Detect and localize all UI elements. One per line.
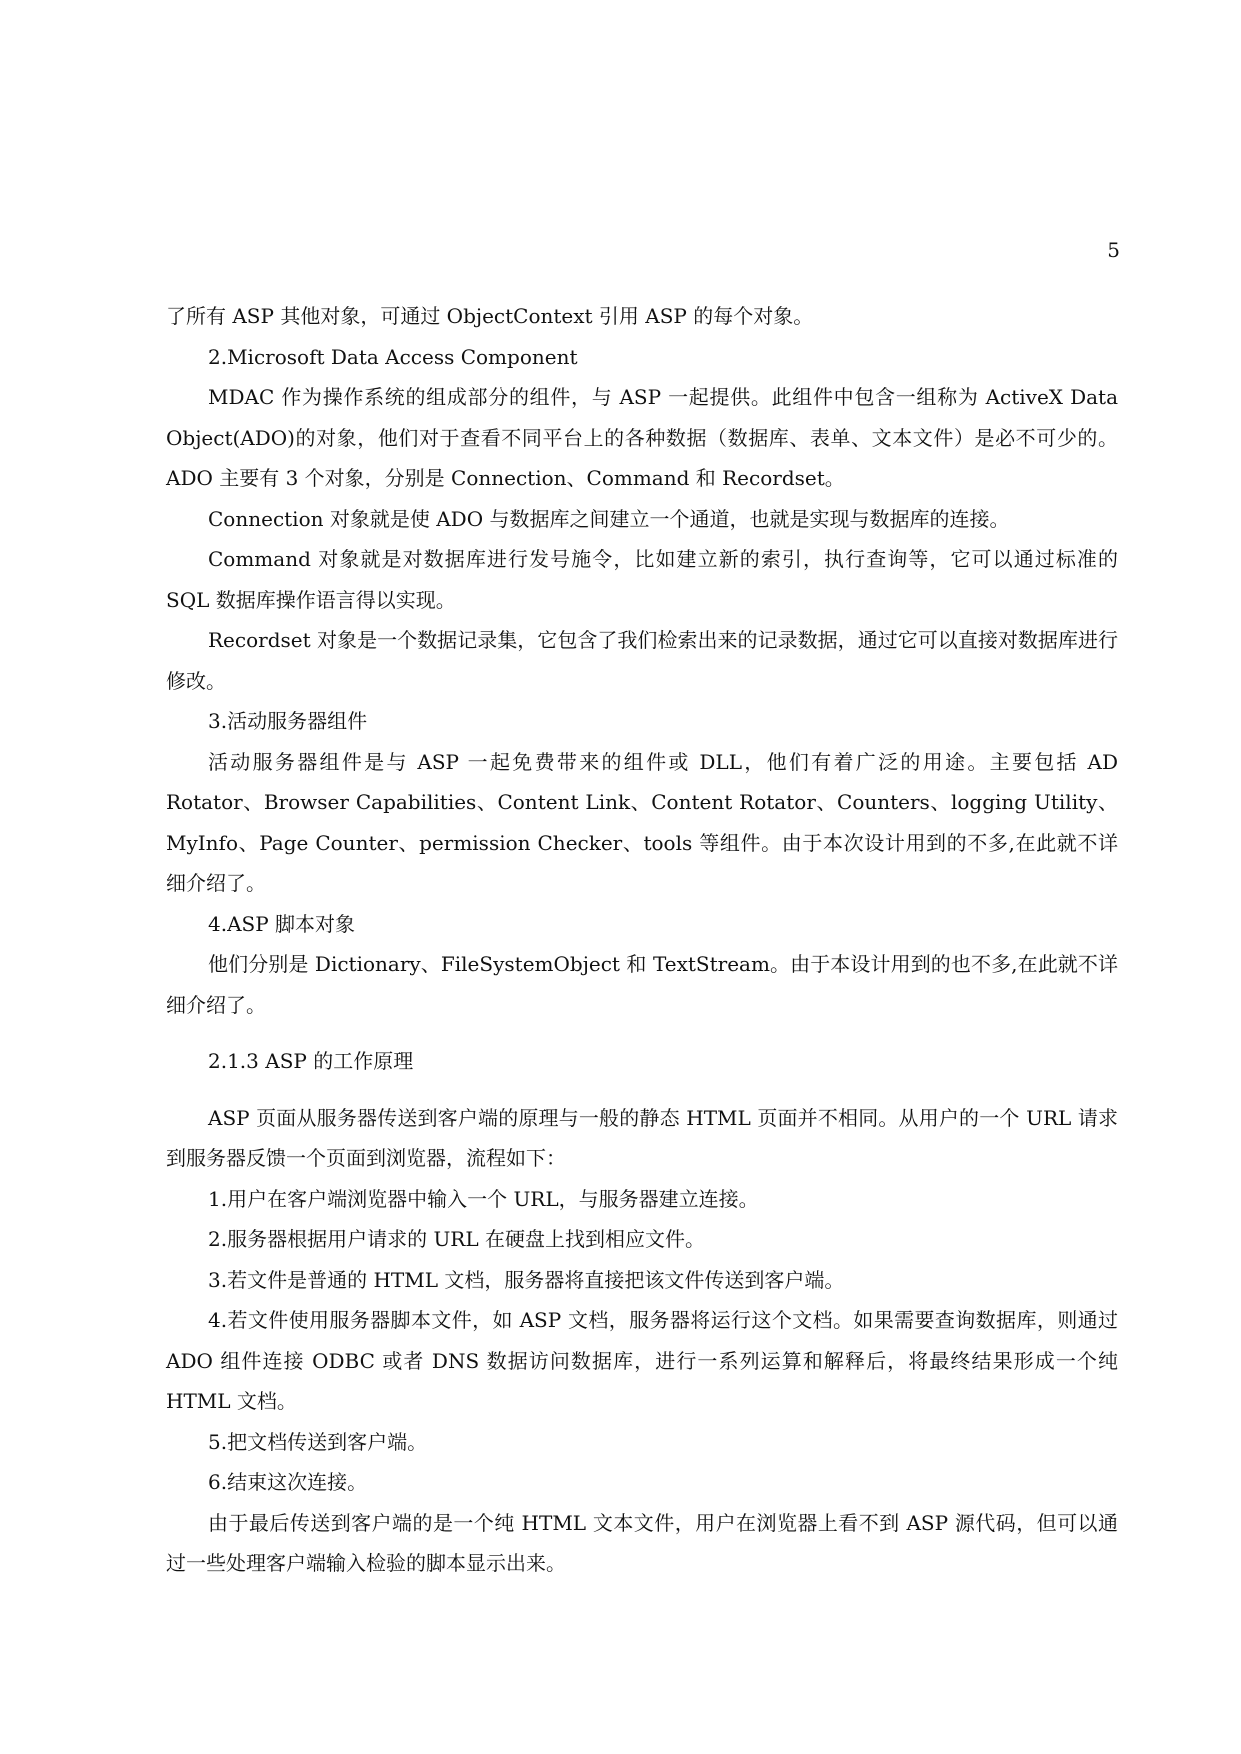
list-item-active-server-title: 3.活动服务器组件	[208, 709, 368, 733]
paragraph-asp-principle: ASP 页面从服务器传送到客户端的原理与一般的静态 HTML 页面并不相同。从用户的一个 URL 请求到服务器反馈一个页面到浏览器，流程如下：	[166, 1105, 1118, 1170]
paragraph-command: Command 对象就是对数据库进行发号施令，比如建立新的索引，执行查询等，它可以通过标准的 SQL 数据库操作语言得以实现。	[166, 547, 1118, 612]
paragraph-asp-script: 他们分别是 Dictionary、FileSystemObject 和 TextStream。由于本设计用到的也不多,在此就不详细介绍了。	[166, 952, 1118, 1017]
list-item-asp-script-title: 4.ASP 脚本对象	[208, 911, 356, 936]
step-3: 3.若文件是普通的 HTML 文档，服务器将直接把该文件传送到客户端。	[208, 1267, 845, 1292]
step-2: 2.服务器根据用户请求的 URL 在硬盘上找到相应文件。	[208, 1227, 705, 1251]
page-number: 5	[1107, 238, 1120, 262]
paragraph-conclusion: 由于最后传送到客户端的是一个纯 HTML 文本文件，用户在浏览器上看不到 ASP 源代码，但可以通过一些处理客户端输入检验的脚本显示出来。	[166, 1510, 1118, 1575]
document-body	[166, 296, 1118, 1584]
list-item-mdac-title: 2.Microsoft Data Access Component	[208, 344, 578, 369]
section-heading: 2.1.3 ASP 的工作原理	[208, 1049, 414, 1073]
step-4: 4.若文件使用服务器脚本文件，如 ASP 文档，服务器将运行这个文档。如果需要查询数据库，则通过 ADO 组件连接 ODBC 或者 DNS 数据访问数据库，进行一系列运算和解释后，将最终结果形成一个纯 HTML 文档。	[166, 1308, 1118, 1413]
paragraph-mdac: MDAC 作为操作系统的组成部分的组件，与 ASP 一起提供。此组件中包含一组称为 ActiveX Data Object(ADO)的对象，他们对于查看不同平台上的各种数据（数据库、表单、文本文件）是必不可少的。ADO 主要有 3 个对象，分别是 Connection、Command 和 Recordset。	[166, 385, 1118, 490]
step-5: 5.把文档传送到客户端。	[208, 1429, 428, 1454]
step-1: 1.用户在客户端浏览器中输入一个 URL，与服务器建立连接。	[208, 1186, 759, 1211]
paragraph-connection: Connection 对象就是使 ADO 与数据库之间建立一个通道，也就是实现与数据库的连接。	[208, 506, 1010, 531]
paragraph-active-server: 活动服务器组件是与 ASP 一起免费带来的组件或 DLL，他们有着广泛的用途。主要包括 AD Rotator、Browser Capabilities、Content Link、Content Rotator、Counters、logging Utility、MyInfo、Page Counter、permission Checker、tools 等组件。由于本次设计用到的不多,在此就不详细介绍了。	[166, 749, 1118, 895]
step-6: 6.结束这次连接。	[208, 1470, 368, 1494]
paragraph-recordset: Recordset 对象是一个数据记录集，它包含了我们检索出来的记录数据，通过它可以直接对数据库进行修改。	[166, 628, 1118, 693]
paragraph-continuation: 了所有 ASP 其他对象，可通过 ObjectContext 引用 ASP 的每个对象。	[166, 304, 814, 328]
